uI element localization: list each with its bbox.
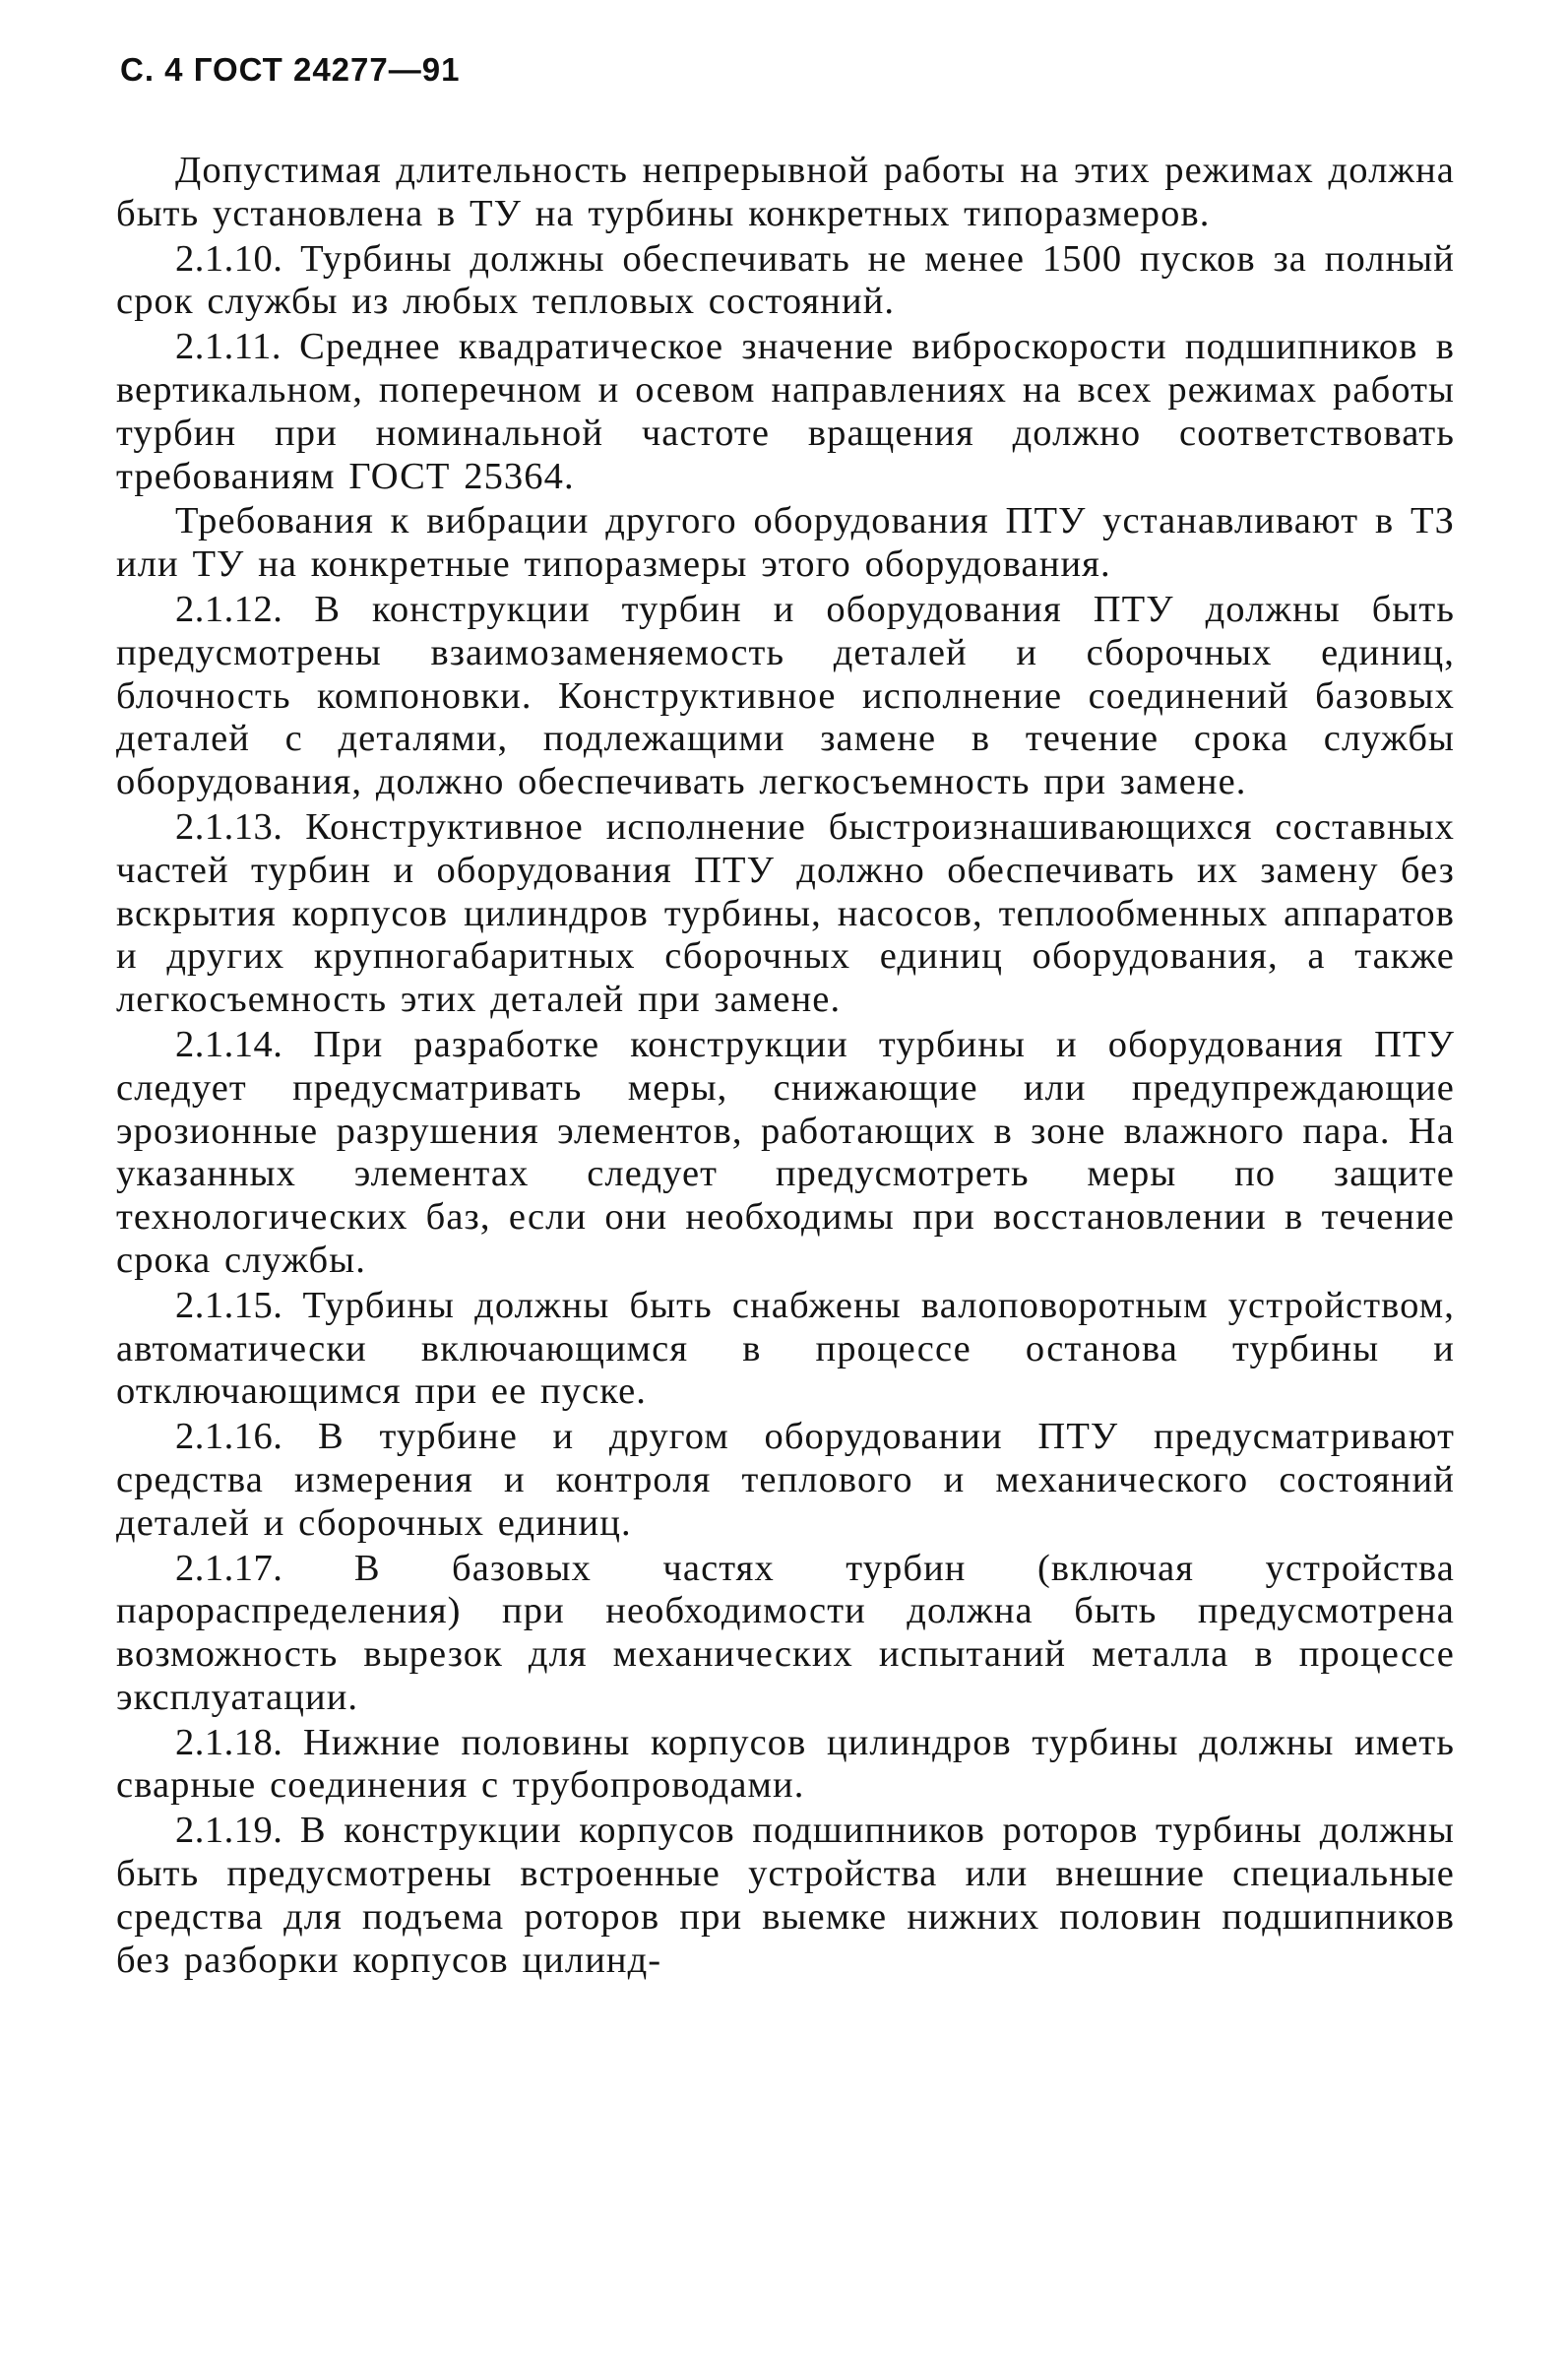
body-text bbox=[116, 150, 1455, 1984]
clause-number: 2.1.16. bbox=[175, 1416, 283, 1458]
clause-2-1-15 bbox=[116, 1285, 1455, 1414]
clause-2-1-19 bbox=[116, 1810, 1455, 1982]
clause-text: Нижние половины корпусов цилиндров турбины должны иметь сварные соединения с трубопроводами. bbox=[116, 1721, 1455, 1807]
paragraph-continuation bbox=[116, 150, 1455, 236]
clause-text: Среднее квадратическое значение виброскорости подшипников в вертикальном, поперечном и осевом направлениях на всех режимах работы турбин при номинальной частоте вращения должно соответствовать требованиям ГОСТ 25364. bbox=[116, 326, 1456, 497]
clause-number: 2.1.11. bbox=[175, 326, 282, 368]
clause-2-1-18 bbox=[116, 1722, 1455, 1809]
clause-text: Турбины должны обеспечивать не менее 1500 пусков за полный срок службы из любых тепловых состояний. bbox=[116, 237, 1455, 323]
clause-number: 2.1.17. bbox=[175, 1547, 283, 1589]
page-header: С. 4 ГОСТ 24277—91 bbox=[120, 51, 461, 88]
clause-2-1-12 bbox=[116, 589, 1455, 804]
clause-text: В базовых частях турбин (включая устройства парораспределения) при необходимости должна быть предусмотрена возможность вырезок для механических испытаний металла в процессе эксплуатации. bbox=[116, 1547, 1455, 1718]
clause-2-1-16 bbox=[116, 1416, 1455, 1545]
clause-number: 2.1.12. bbox=[175, 588, 283, 630]
clause-2-1-13 bbox=[116, 806, 1455, 1022]
paragraph-text: Требования к вибрации другого оборудования ПТУ устанавливают в ТЗ или ТУ на конкретные типоразмеры этого оборудования. bbox=[116, 500, 1455, 586]
clause-number: 2.1.13. bbox=[175, 805, 283, 848]
clause-number: 2.1.10. bbox=[175, 237, 283, 280]
clause-text: При разработке конструкции турбины и оборудования ПТУ следует предусматривать меры, снижающие или предупреждающие эрозионные разрушения элементов, работающих в зоне влажного пара. На указанных элементах следует предусмотреть меры по защите технологических баз, если они необходимы при восстановлении в течение срока службы. bbox=[116, 1023, 1455, 1281]
clause-number: 2.1.15. bbox=[175, 1284, 283, 1326]
clause-number: 2.1.18. bbox=[175, 1721, 283, 1763]
clause-2-1-11 bbox=[116, 326, 1455, 498]
clause-text: В конструкции корпусов подшипников роторов турбины должны быть предусмотрены встроенные устройства или внешние специальные средства для подъема роторов при выемке нижних половин подшипников без разборки корпусов цилинд- bbox=[116, 1810, 1455, 1981]
clause-number: 2.1.19. bbox=[175, 1810, 283, 1852]
clause-number: 2.1.14. bbox=[175, 1023, 283, 1065]
clause-text: В турбине и другом оборудовании ПТУ предусматривают средства измерения и контроля теплового и механического состояний деталей и сборочных единиц. bbox=[116, 1416, 1455, 1544]
clause-2-1-10 bbox=[116, 238, 1455, 325]
clause-text: Турбины должны быть снабжены валоповоротным устройством, автоматически включающимся в процессе останова турбины и отключающимся при ее пуске. bbox=[116, 1284, 1455, 1413]
clause-text: В конструкции турбин и оборудования ПТУ должны быть предусмотрены взаимозаменяемость деталей и сборочных единиц, блочность компоновки. Конструктивное исполнение соединений базовых деталей с деталями, подлежащими замене в течение срока службы оборудования, должно обеспечивать легкосъемность при замене. bbox=[116, 588, 1455, 803]
paragraph-vibration-requirements bbox=[116, 500, 1455, 587]
paragraph-text: Допустимая длительность непрерывной работы на этих режимах должна быть установлена в ТУ на турбины конкретных типоразмеров. bbox=[116, 150, 1455, 234]
clause-2-1-17 bbox=[116, 1548, 1455, 1720]
clause-text: Конструктивное исполнение быстроизнашивающихся составных частей турбин и оборудования ПТУ должно обеспечивать их замену без вскрытия корпусов цилиндров турбины, насосов, теплообменных аппаратов и других крупногабаритных сборочных единиц оборудования, а также легкосъемность этих деталей при замене. bbox=[116, 805, 1455, 1021]
clause-2-1-14 bbox=[116, 1024, 1455, 1283]
